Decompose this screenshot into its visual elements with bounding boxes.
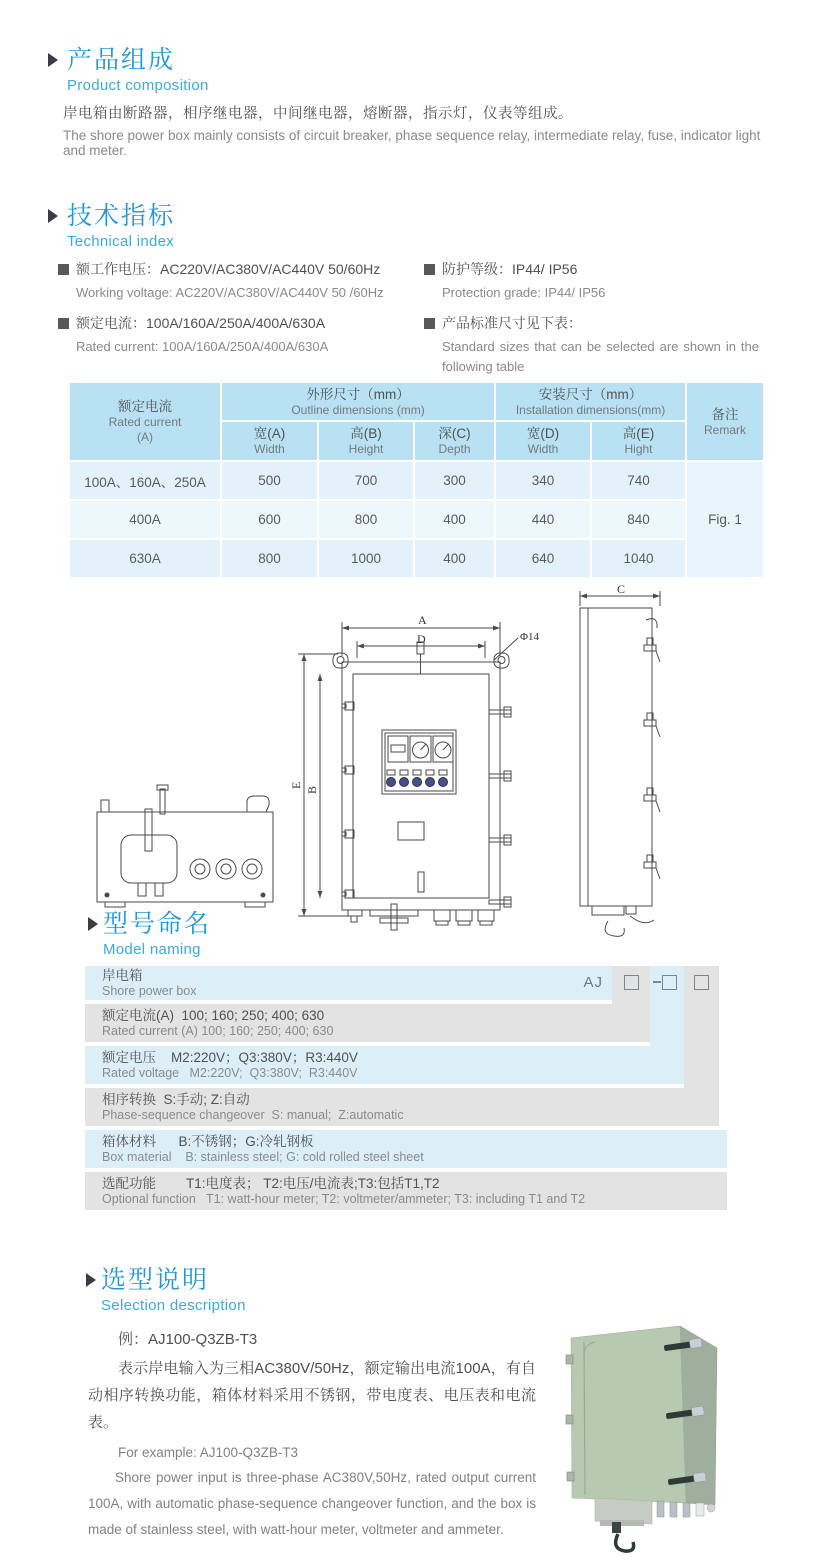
model-row-en: Phase-sequence changeover S: manual; Z:automatic [102, 1108, 404, 1122]
dim-label-c: C [617, 582, 626, 596]
front-view-drawing [289, 613, 540, 930]
th-install-dims [496, 383, 685, 420]
model-naming-table [85, 966, 727, 1210]
product-body-cn: 岸电箱由断路器，相序继电器，中间继电器，熔断器，指示灯，仪表等组成。 [63, 106, 573, 122]
cell-value: 440 [496, 501, 590, 538]
spec-item [424, 256, 759, 283]
th-en: Width [527, 442, 559, 456]
photo-bottom-fittings [595, 1498, 715, 1551]
section-arrow-icon [48, 209, 58, 223]
spec-item [424, 310, 759, 337]
model-row [85, 966, 612, 1000]
spec-en-text: Rated current: 100A/160A/250A/400A/630A [76, 339, 329, 354]
th-en: Height [348, 442, 384, 456]
cell-current: 100A、160A、250A [70, 462, 220, 499]
spec-cn-text: 额工作电压：AC220V/AC380V/AC440V 50/60Hz [76, 261, 381, 277]
table-row [70, 540, 763, 577]
cable-glands [434, 910, 494, 925]
th-en: Outline dimensions (mm) [291, 402, 425, 417]
model-row-en: Rated voltage M2:220V; Q3:380V; R3:440V [102, 1066, 358, 1080]
spec-item [58, 256, 418, 283]
dim-label-a: A [418, 613, 427, 627]
section-selection-title [86, 1266, 246, 1314]
cell-value: 740 [592, 462, 685, 499]
th-en: Rated current [108, 415, 182, 429]
model-title-cn: 型号命名 [103, 910, 212, 938]
selection-example-cn: 例：AJ100-Q3ZB-T3 [118, 1331, 258, 1348]
th-cn: 安装尺寸（mm） [538, 386, 643, 402]
th-outline-dims [222, 383, 494, 420]
model-row-cn: 岸电箱 [102, 968, 143, 983]
dim-label-d: D [417, 632, 426, 646]
model-row-cn: 选配功能 T1:电度表； T2:电压/电流表;T3:包括T1,T2 [102, 1176, 440, 1191]
dim-label-b: B [305, 785, 319, 794]
code-dash-icon [653, 981, 661, 983]
th-col [592, 422, 685, 460]
section-arrow-icon [48, 53, 58, 67]
th-remark [687, 383, 763, 460]
spec-en-text: Protection grade: IP44/ IP56 [442, 285, 606, 300]
technical-title-cn: 技术指标 [67, 202, 176, 230]
model-row [85, 1046, 684, 1084]
model-row-cn: 箱体材料 B:不锈钢；G:冷轧钢板 [102, 1134, 314, 1149]
product-title-en: Product composition [67, 77, 209, 94]
section-arrow-icon [86, 1273, 96, 1287]
th-unit: (A) [137, 430, 153, 444]
model-row-en: Box material B: stainless steel; G: cold rolled steel sheet [102, 1150, 424, 1164]
model-title-en: Model naming [103, 941, 201, 958]
model-row-en: Optional function T1: watt-hour meter; T2: voltmeter/ammeter; T3: including T1 and T2 [102, 1192, 586, 1206]
th-cn: 高(B) [350, 426, 382, 441]
cell-current: 630A [70, 540, 220, 577]
section-product-title [48, 46, 209, 94]
spec-en-text: Standard sizes that can be selected are shown in the following table [442, 339, 759, 374]
cell-value: 600 [222, 501, 317, 538]
model-row-cn: 额定电流(A) 100; 160; 250; 400; 630 [102, 1008, 325, 1023]
bullet-square-icon [58, 318, 69, 329]
model-row [85, 1004, 650, 1042]
cell-current: 400A [70, 501, 220, 538]
section-arrow-icon [88, 917, 98, 931]
th-cn: 宽(D) [526, 426, 560, 441]
spec-cn-text: 防护等级：IP44/ IP56 [442, 261, 578, 277]
th-en: Depth [438, 442, 471, 456]
indicator-lights [387, 770, 448, 787]
spec-column-left [58, 256, 418, 364]
section-technical-title [48, 202, 175, 250]
cell-value: 840 [592, 501, 685, 538]
th-col [496, 422, 590, 460]
product-photo [540, 1298, 800, 1566]
cell-remark: Fig. 1 [687, 462, 763, 577]
model-row-en: Rated current (A) 100; 160; 250; 400; 630 [102, 1024, 334, 1038]
th-rated-current [70, 383, 220, 460]
th-col [415, 422, 494, 460]
product-body-en: The shore power box mainly consists of circuit breaker, phase sequence relay, intermediate relay, fuse, indicator light and meter. [63, 128, 761, 158]
code-placeholder-box [662, 975, 677, 990]
th-col [319, 422, 413, 460]
selection-body-cn: 表示岸电输入为三相AC380V/50Hz，额定输出电流100A，有自动相序转换功能，箱体材料采用不锈钢，带电度表、电压表和电流表。 [88, 1360, 536, 1431]
th-col [222, 422, 317, 460]
meter-panel [382, 730, 456, 794]
th-en: Installation dimensions(mm) [515, 402, 666, 417]
bottom-view-drawing [97, 785, 273, 907]
selection-title-cn: 选型说明 [101, 1266, 210, 1294]
cell-value: 700 [319, 462, 413, 499]
hinge-marks [342, 702, 354, 898]
technical-drawing [70, 582, 760, 937]
cell-value: 1000 [319, 540, 413, 577]
cell-value: 1040 [592, 540, 685, 577]
model-row [85, 1130, 727, 1168]
selection-title-en: Selection description [101, 1297, 246, 1314]
model-row-cn: 相序转换 S:手动; Z:自动 [102, 1092, 250, 1107]
cell-value: 400 [415, 540, 494, 577]
spec-cn-text: 额定电流：100A/160A/250A/400A/630A [76, 315, 326, 331]
th-cn: 深(C) [438, 426, 471, 441]
spec-column-right [424, 256, 759, 384]
model-row-cn: 额定电压 M2:220V；Q3:380V；R3:440V [102, 1050, 358, 1065]
bullet-square-icon [424, 264, 435, 275]
model-row-en: Shore power box [102, 984, 197, 998]
spec-en-text: Working voltage: AC220V/AC380V/AC440V 50 /60Hz [76, 285, 384, 300]
code-placeholder-box [624, 975, 639, 990]
section-model-title [88, 910, 211, 958]
spec-cn-text: 产品标准尺寸见下表： [442, 315, 582, 331]
cell-value: 400 [415, 501, 494, 538]
bullet-square-icon [424, 318, 435, 329]
table-row [70, 462, 763, 499]
cell-value: 640 [496, 540, 590, 577]
model-code-prefix: AJ [583, 974, 603, 991]
cell-value: 800 [319, 501, 413, 538]
product-title-cn: 产品组成 [67, 46, 176, 74]
dim-label-phi14: Φ14 [520, 631, 540, 643]
selection-example-en: For example: AJ100-Q3ZB-T3 [118, 1445, 299, 1460]
th-en: Remark [704, 422, 747, 437]
th-cn: 高(E) [622, 426, 655, 441]
th-en: Width [254, 442, 285, 456]
spec-item [58, 310, 418, 337]
code-placeholder-box [694, 975, 709, 990]
dimension-table [68, 381, 765, 579]
technical-title-en: Technical index [67, 233, 175, 250]
cell-value: 340 [496, 462, 590, 499]
cell-value: 500 [222, 462, 317, 499]
th-cn: 备注 [711, 406, 739, 422]
selection-text-block [88, 1327, 536, 1543]
side-view-drawing [580, 582, 660, 936]
selection-body-en: Shore power input is three-phase AC380V,50Hz, rated output current 100A, with automatic phase-sequence changeover function, and the box is made of stainless steel, with watt-hour meter, voltmeter and ammeter. [88, 1470, 536, 1537]
model-row [85, 1172, 727, 1210]
th-en: Hight [624, 442, 653, 456]
th-cn: 额定电流 [118, 399, 172, 414]
model-row [85, 1088, 719, 1126]
th-cn: 外形尺寸（mm） [306, 386, 410, 402]
bullet-square-icon [58, 264, 69, 275]
table-row [70, 501, 763, 538]
th-cn: 宽(A) [253, 426, 286, 441]
cell-value: 300 [415, 462, 494, 499]
dim-label-e: E [289, 781, 303, 789]
cell-value: 800 [222, 540, 317, 577]
